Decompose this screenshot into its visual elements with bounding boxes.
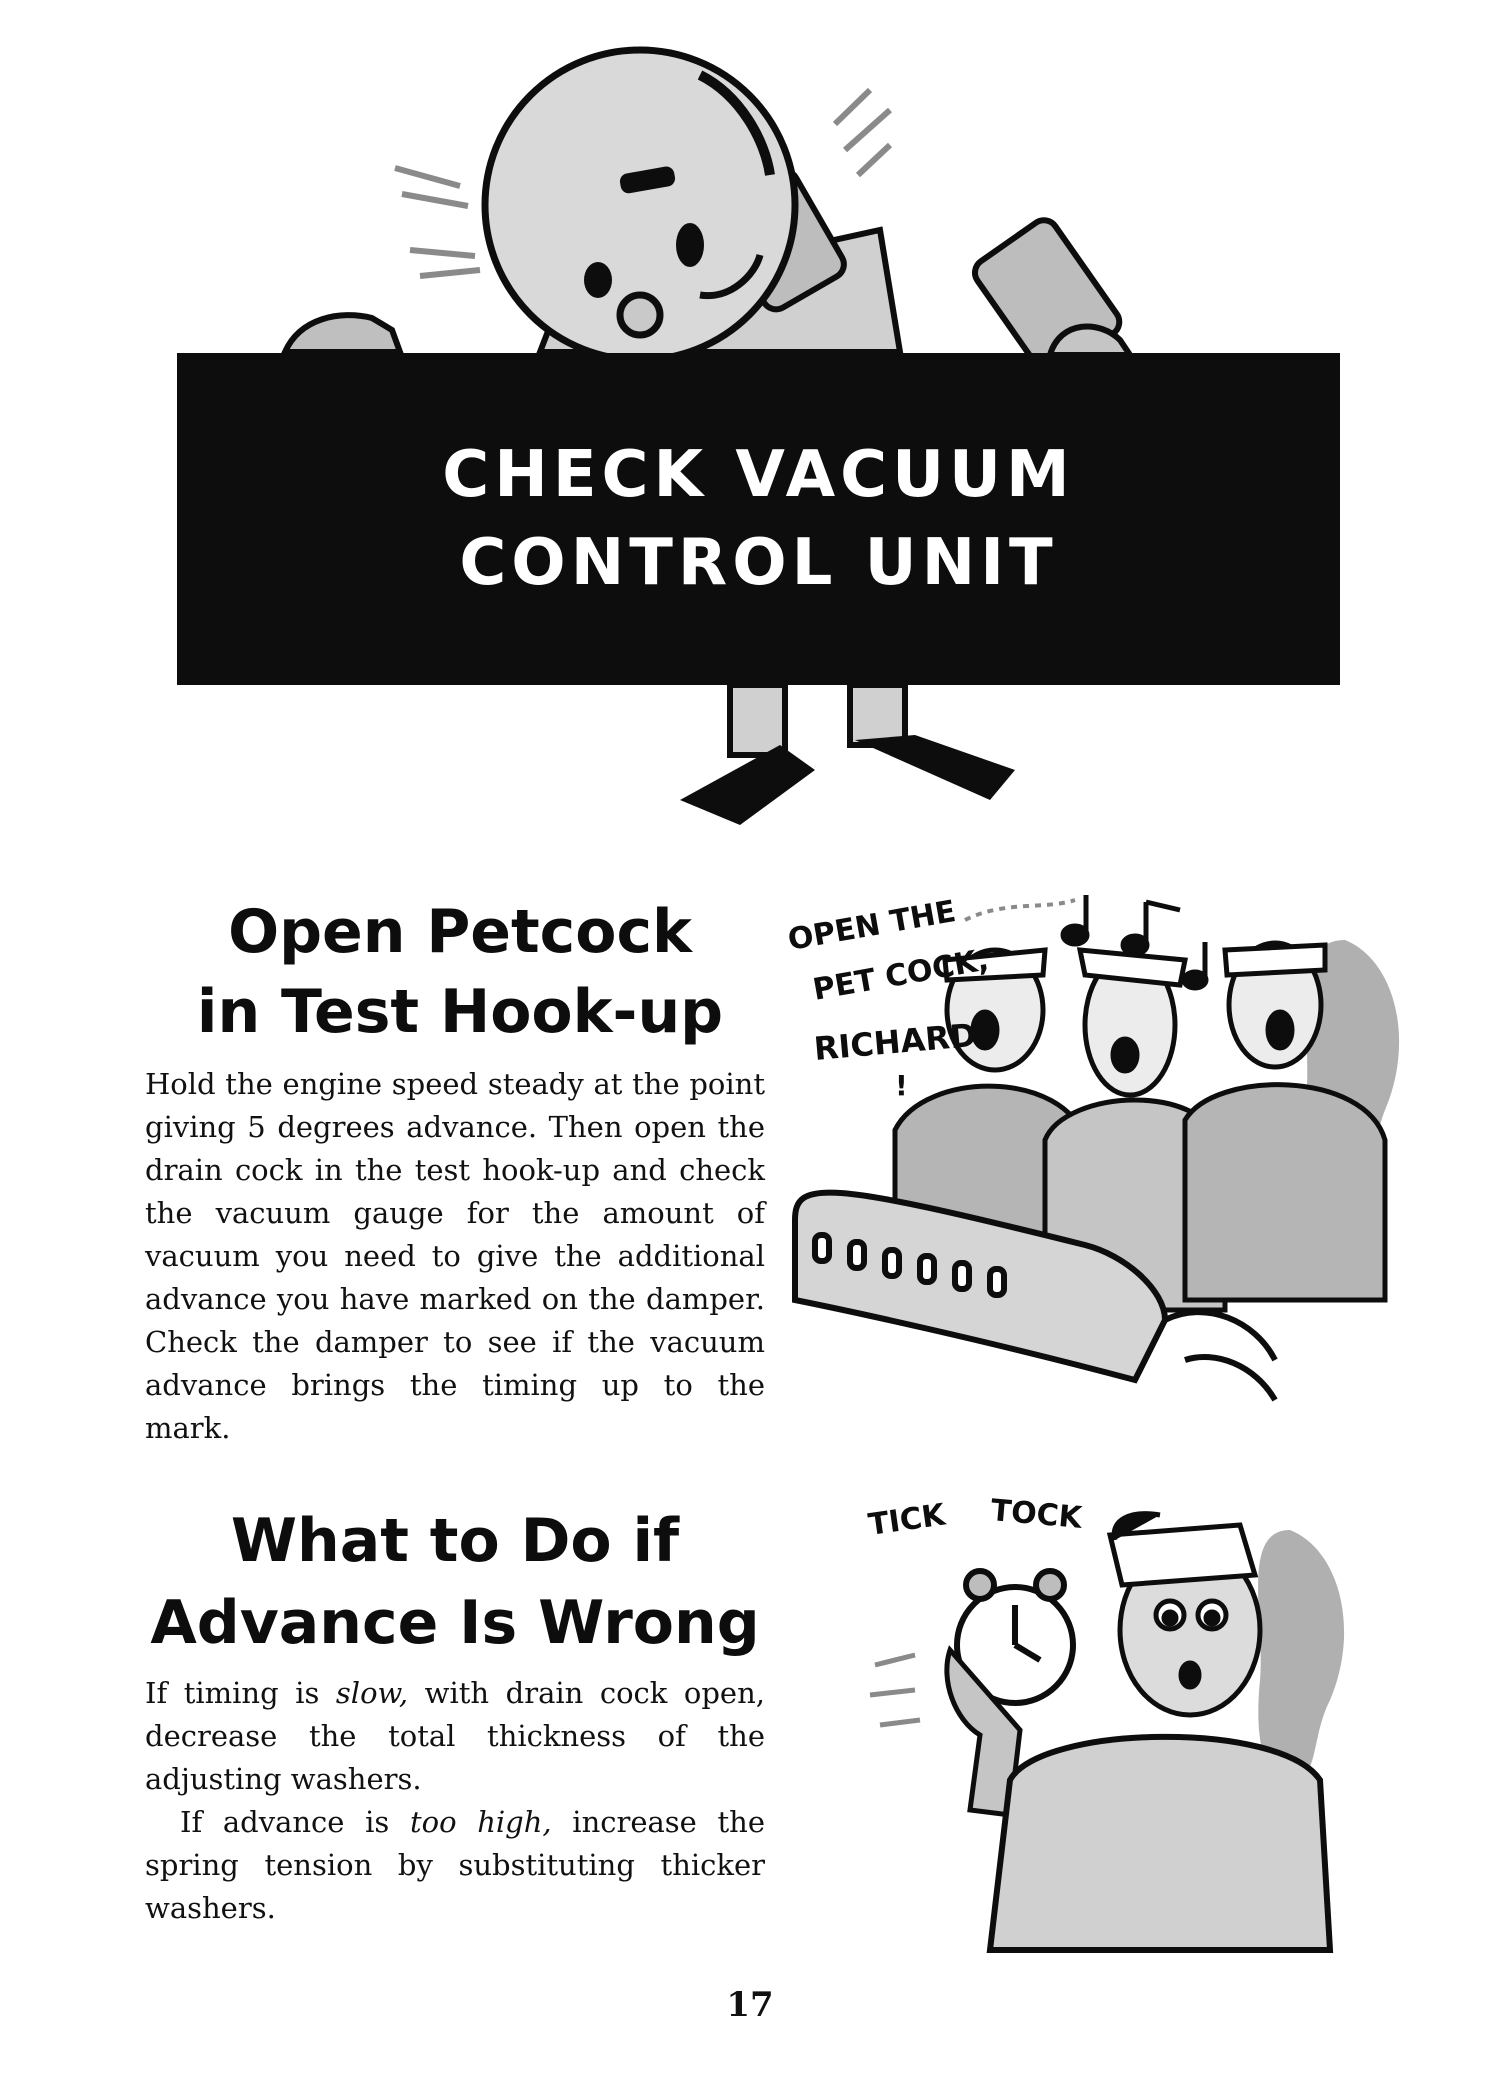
section-heading-advance-wrong xyxy=(130,1500,780,1664)
speech-text-line: PET COCK, xyxy=(810,942,992,1008)
robot-eye xyxy=(584,262,612,298)
robot-leg xyxy=(850,685,905,745)
sound-word: TICK xyxy=(866,1497,948,1543)
robot-nose xyxy=(620,295,660,335)
paragraph-text: with drain cock open, decrease the total thickness of the adjusting washers. xyxy=(145,1676,765,1796)
speech-text-line: OPEN THE xyxy=(785,893,959,958)
robot-eye xyxy=(676,223,704,267)
speech-exclamation: ! xyxy=(895,1069,908,1102)
paragraph-text: If timing is xyxy=(145,1676,336,1710)
alarm-clock-mechanic-illustration xyxy=(860,1480,1420,1960)
speech-text-line: RICHARD xyxy=(812,1015,978,1068)
paragraph-text: increase the spring tension by substituting thicker washers. xyxy=(145,1805,766,1925)
paragraph xyxy=(145,1801,765,1930)
section-heading-open-petcock xyxy=(140,892,780,1052)
emphasis-text: too high, xyxy=(409,1805,552,1839)
paragraph-text: If advance is xyxy=(180,1805,410,1839)
heading-line: Advance Is Wrong xyxy=(150,1588,760,1658)
banner-title-line-1: CHECK VACUUM xyxy=(442,438,1075,512)
section-body-open-petcock xyxy=(145,1063,765,1450)
singing-mechanics-illustration xyxy=(785,880,1425,1480)
mechanic-body xyxy=(990,1737,1330,1950)
emphasis-text: slow, xyxy=(335,1676,409,1710)
robot-foot xyxy=(855,735,1015,800)
banner-title-line-2: CONTROL UNIT xyxy=(459,526,1058,600)
sound-word: TOCK xyxy=(989,1493,1084,1536)
paragraph xyxy=(145,1672,765,1801)
robot-left-hand xyxy=(285,315,400,352)
paragraph: Hold the engine speed steady at the point giving 5 degrees advance. Then open the drain cock in the test hook-up and check the vacuum gauge for the amount of vacuum you need to give the additional advance you have marked on the damper. Check the damper to see if the vacuum advance brings the timing up to the mark. xyxy=(145,1067,765,1445)
page-number: 17 xyxy=(726,1985,774,2025)
halftone-shape xyxy=(1258,1530,1344,1780)
heading-line: in Test Hook-up xyxy=(196,977,724,1047)
motion-lines-left xyxy=(395,168,480,276)
mechanic-head xyxy=(1110,1514,1260,1715)
vibration-lines xyxy=(870,1655,920,1725)
section-body-advance-wrong xyxy=(145,1672,765,1930)
title-banner xyxy=(177,353,1340,685)
robot-leg xyxy=(730,685,785,755)
heading-line: What to Do if xyxy=(230,1506,680,1576)
sound-wave xyxy=(965,900,1075,920)
heading-line: Open Petcock xyxy=(228,897,692,967)
motion-lines-right xyxy=(835,90,890,175)
